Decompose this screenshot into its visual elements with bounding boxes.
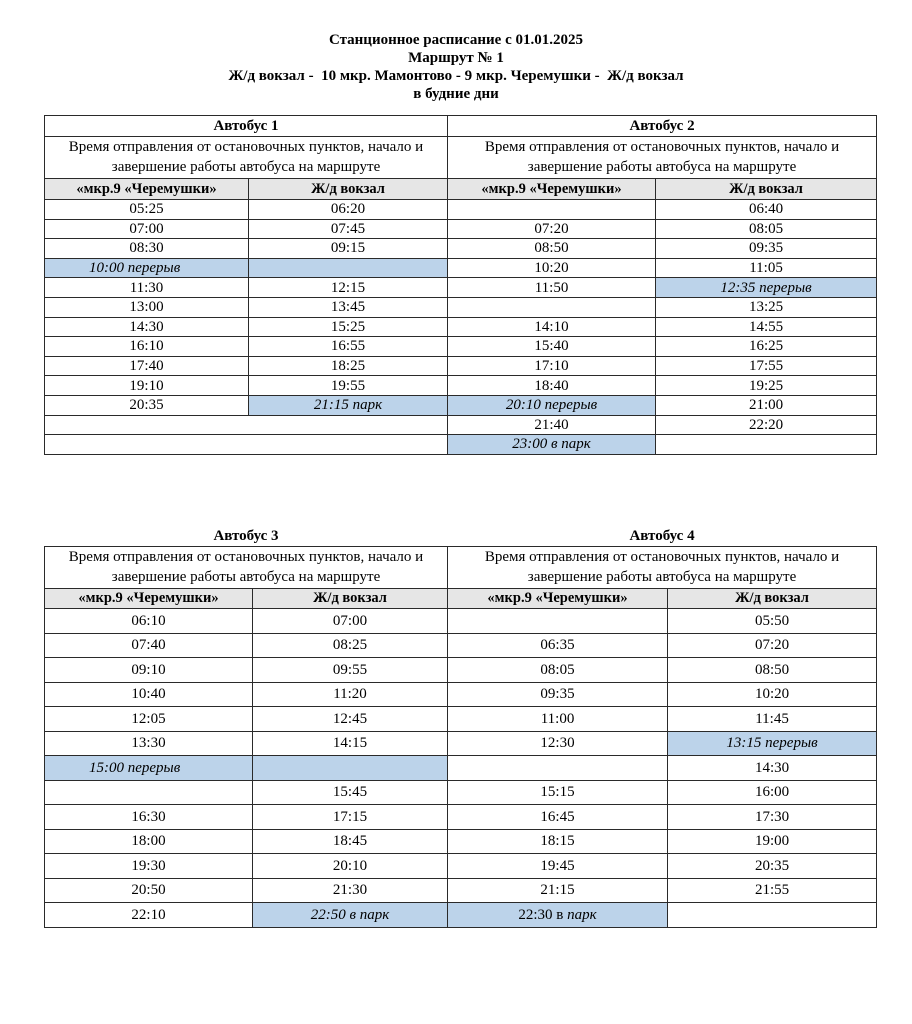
- table-row: [45, 854, 877, 879]
- time-cell: 14:30: [45, 317, 249, 337]
- time-cell: 20:10: [253, 854, 448, 879]
- time-cell: 18:40: [448, 376, 656, 396]
- time-cell: 10:40: [45, 682, 253, 707]
- table-row: [45, 658, 877, 683]
- table-row: [45, 903, 877, 928]
- bus-3-description: Время отправления от остановочных пунктов, начало и завершение работы автобуса на маршруте: [45, 547, 448, 589]
- table-row: [45, 239, 877, 259]
- table-row: [45, 317, 877, 337]
- depot-cell: [448, 903, 668, 928]
- time-cell: 18:45: [253, 829, 448, 854]
- table-row: [45, 200, 877, 220]
- time-cell: 18:15: [448, 829, 668, 854]
- bus-2-description: Время отправления от остановочных пунктов, начало и завершение работы автобуса на маршруте: [448, 137, 877, 179]
- time-cell: 13:00: [45, 297, 249, 317]
- column-header-cheremushki: «мкр.9 «Черемушки»: [45, 589, 253, 609]
- table-row: [45, 731, 877, 756]
- depot-cell: 21:15 парк: [249, 395, 448, 415]
- time-cell: 05:50: [668, 609, 877, 634]
- depot-cell: 23:00 в парк: [448, 435, 656, 455]
- time-cell: 12:05: [45, 707, 253, 732]
- time-cell: 07:45: [249, 219, 448, 239]
- time-cell: 07:40: [45, 633, 253, 658]
- table-row: [45, 415, 877, 435]
- time-cell: 16:00: [668, 780, 877, 805]
- time-cell: 14:55: [656, 317, 877, 337]
- time-cell: 11:45: [668, 707, 877, 732]
- time-cell: 19:30: [45, 854, 253, 879]
- time-cell: 08:50: [448, 239, 656, 259]
- time-cell: 05:25: [45, 200, 249, 220]
- table-row: [45, 258, 877, 278]
- time-cell: 11:05: [656, 258, 877, 278]
- time-cell: 17:30: [668, 805, 877, 830]
- time-cell: 13:45: [249, 297, 448, 317]
- time-cell: 12:30: [448, 731, 668, 756]
- break-cell: 12:35 перерыв: [656, 278, 877, 298]
- time-cell: 15:25: [249, 317, 448, 337]
- column-header-cheremushki: «мкр.9 «Черемушки»: [448, 589, 668, 609]
- time-cell: 19:10: [45, 376, 249, 396]
- column-header-station: Ж/д вокзал: [249, 179, 448, 200]
- time-cell: 09:10: [45, 658, 253, 683]
- time-cell: 07:20: [448, 219, 656, 239]
- time-cell: 09:55: [253, 658, 448, 683]
- time-cell: 07:00: [253, 609, 448, 634]
- time-cell: 11:20: [253, 682, 448, 707]
- time-cell: 14:10: [448, 317, 656, 337]
- table-row: [45, 633, 877, 658]
- empty-cell: [656, 435, 877, 455]
- table-row: [45, 395, 877, 415]
- time-cell: 15:45: [253, 780, 448, 805]
- time-cell: 08:50: [668, 658, 877, 683]
- time-cell: 21:15: [448, 878, 668, 903]
- time-cell: 22:10: [45, 903, 253, 928]
- empty-cell: [45, 435, 448, 455]
- time-cell: 06:40: [656, 200, 877, 220]
- break-cell-empty: [253, 756, 448, 781]
- time-cell: 15:15: [448, 780, 668, 805]
- column-header-station: Ж/д вокзал: [668, 589, 877, 609]
- break-cell: 20:10 перерыв: [448, 395, 656, 415]
- time-cell: 19:00: [668, 829, 877, 854]
- time-cell: 14:30: [668, 756, 877, 781]
- empty-cell: [668, 903, 877, 928]
- table-row: [45, 805, 877, 830]
- time-cell: 06:10: [45, 609, 253, 634]
- table-row: [45, 219, 877, 239]
- time-cell: 20:35: [668, 854, 877, 879]
- column-header-cheremushki: «мкр.9 «Черемушки»: [448, 179, 656, 200]
- header-route-number: Маршрут № 1: [408, 50, 504, 66]
- time-cell: 06:20: [249, 200, 448, 220]
- table-row: [45, 756, 877, 781]
- column-header-station: Ж/д вокзал: [656, 179, 877, 200]
- time-cell: 20:35: [45, 395, 249, 415]
- table-row: [45, 609, 877, 634]
- time-cell: 08:05: [656, 219, 877, 239]
- time-cell: 19:25: [656, 376, 877, 396]
- table-row: [45, 829, 877, 854]
- time-cell: 21:40: [448, 415, 656, 435]
- time-cell: 21:30: [253, 878, 448, 903]
- time-cell: 10:20: [448, 258, 656, 278]
- time-cell: 13:25: [656, 297, 877, 317]
- table-row: [45, 297, 877, 317]
- table-row: [45, 878, 877, 903]
- time-cell: [45, 780, 253, 805]
- break-cell-empty: [249, 258, 448, 278]
- bus-4-description: Время отправления от остановочных пунктов, начало и завершение работы автобуса на маршруте: [448, 547, 877, 589]
- bus-4-title: Автобус 4: [629, 528, 695, 544]
- bus-1-title: Автобус 1: [45, 116, 448, 137]
- schedule-header: [0, 31, 912, 103]
- time-cell: 21:00: [656, 395, 877, 415]
- time-cell: [448, 609, 668, 634]
- time-cell: 09:35: [656, 239, 877, 259]
- time-cell: 16:55: [249, 337, 448, 357]
- time-cell: 17:40: [45, 356, 249, 376]
- bus-2-title: Автобус 2: [448, 116, 877, 137]
- table-row: [45, 435, 877, 455]
- empty-cell: [45, 415, 448, 435]
- time-cell: 11:30: [45, 278, 249, 298]
- time-cell: 07:00: [45, 219, 249, 239]
- time-cell: 16:25: [656, 337, 877, 357]
- time-cell: [448, 200, 656, 220]
- schedule-table-bus-3-4: [44, 527, 877, 928]
- time-cell: 19:55: [249, 376, 448, 396]
- time-cell: 17:15: [253, 805, 448, 830]
- time-cell: 15:40: [448, 337, 656, 357]
- table-row: [45, 376, 877, 396]
- table-row: [45, 707, 877, 732]
- time-cell: 19:45: [448, 854, 668, 879]
- header-title: Станционное расписание с 01.01.2025: [328, 32, 584, 48]
- time-cell: 09:35: [448, 682, 668, 707]
- time-cell: 18:25: [249, 356, 448, 376]
- break-cell: 13:15 перерыв: [668, 731, 877, 756]
- time-cell: 16:45: [448, 805, 668, 830]
- time-cell: 20:50: [45, 878, 253, 903]
- bus-3-title: Автобус 3: [213, 528, 279, 544]
- bus-1-description: Время отправления от остановочных пунктов, начало и завершение работы автобуса на маршруте: [45, 137, 448, 179]
- time-cell: 08:05: [448, 658, 668, 683]
- time-cell: 10:20: [668, 682, 877, 707]
- time-cell: 08:30: [45, 239, 249, 259]
- time-cell: 12:45: [253, 707, 448, 732]
- time-cell: 08:25: [253, 633, 448, 658]
- time-cell: 07:20: [668, 633, 877, 658]
- time-cell: [448, 756, 668, 781]
- depot-cell: 22:50 в парк: [253, 903, 448, 928]
- depot-suffix: парк: [567, 906, 597, 923]
- time-cell: 09:15: [249, 239, 448, 259]
- time-cell: 17:55: [656, 356, 877, 376]
- break-cell: 15:00 перерыв: [45, 756, 253, 781]
- table-row: [45, 356, 877, 376]
- table-row: [45, 780, 877, 805]
- column-header-station: Ж/д вокзал: [253, 589, 448, 609]
- time-cell: 12:15: [249, 278, 448, 298]
- header-weekdays: в будние дни: [413, 86, 499, 102]
- time-cell: 17:10: [448, 356, 656, 376]
- time-cell: 11:50: [448, 278, 656, 298]
- header-route-path: Ж/д вокзал - 10 мкр. Мамонтово - 9 мкр. Черемушки - Ж/д вокзал: [228, 68, 684, 84]
- table-row: [45, 337, 877, 357]
- time-cell: 06:35: [448, 633, 668, 658]
- time-cell: 16:10: [45, 337, 249, 357]
- time-cell: 18:00: [45, 829, 253, 854]
- table-row: [45, 278, 877, 298]
- time-cell: 14:15: [253, 731, 448, 756]
- time-cell: [448, 297, 656, 317]
- time-cell: 16:30: [45, 805, 253, 830]
- break-cell: 10:00 перерыв: [45, 258, 249, 278]
- table-row: [45, 682, 877, 707]
- schedule-table-bus-1-2: [44, 115, 877, 455]
- time-cell: 11:00: [448, 707, 668, 732]
- depot-time: 22:30 в: [518, 906, 564, 923]
- time-cell: 21:55: [668, 878, 877, 903]
- time-cell: 13:30: [45, 731, 253, 756]
- time-cell: 22:20: [656, 415, 877, 435]
- column-header-cheremushki: «мкр.9 «Черемушки»: [45, 179, 249, 200]
